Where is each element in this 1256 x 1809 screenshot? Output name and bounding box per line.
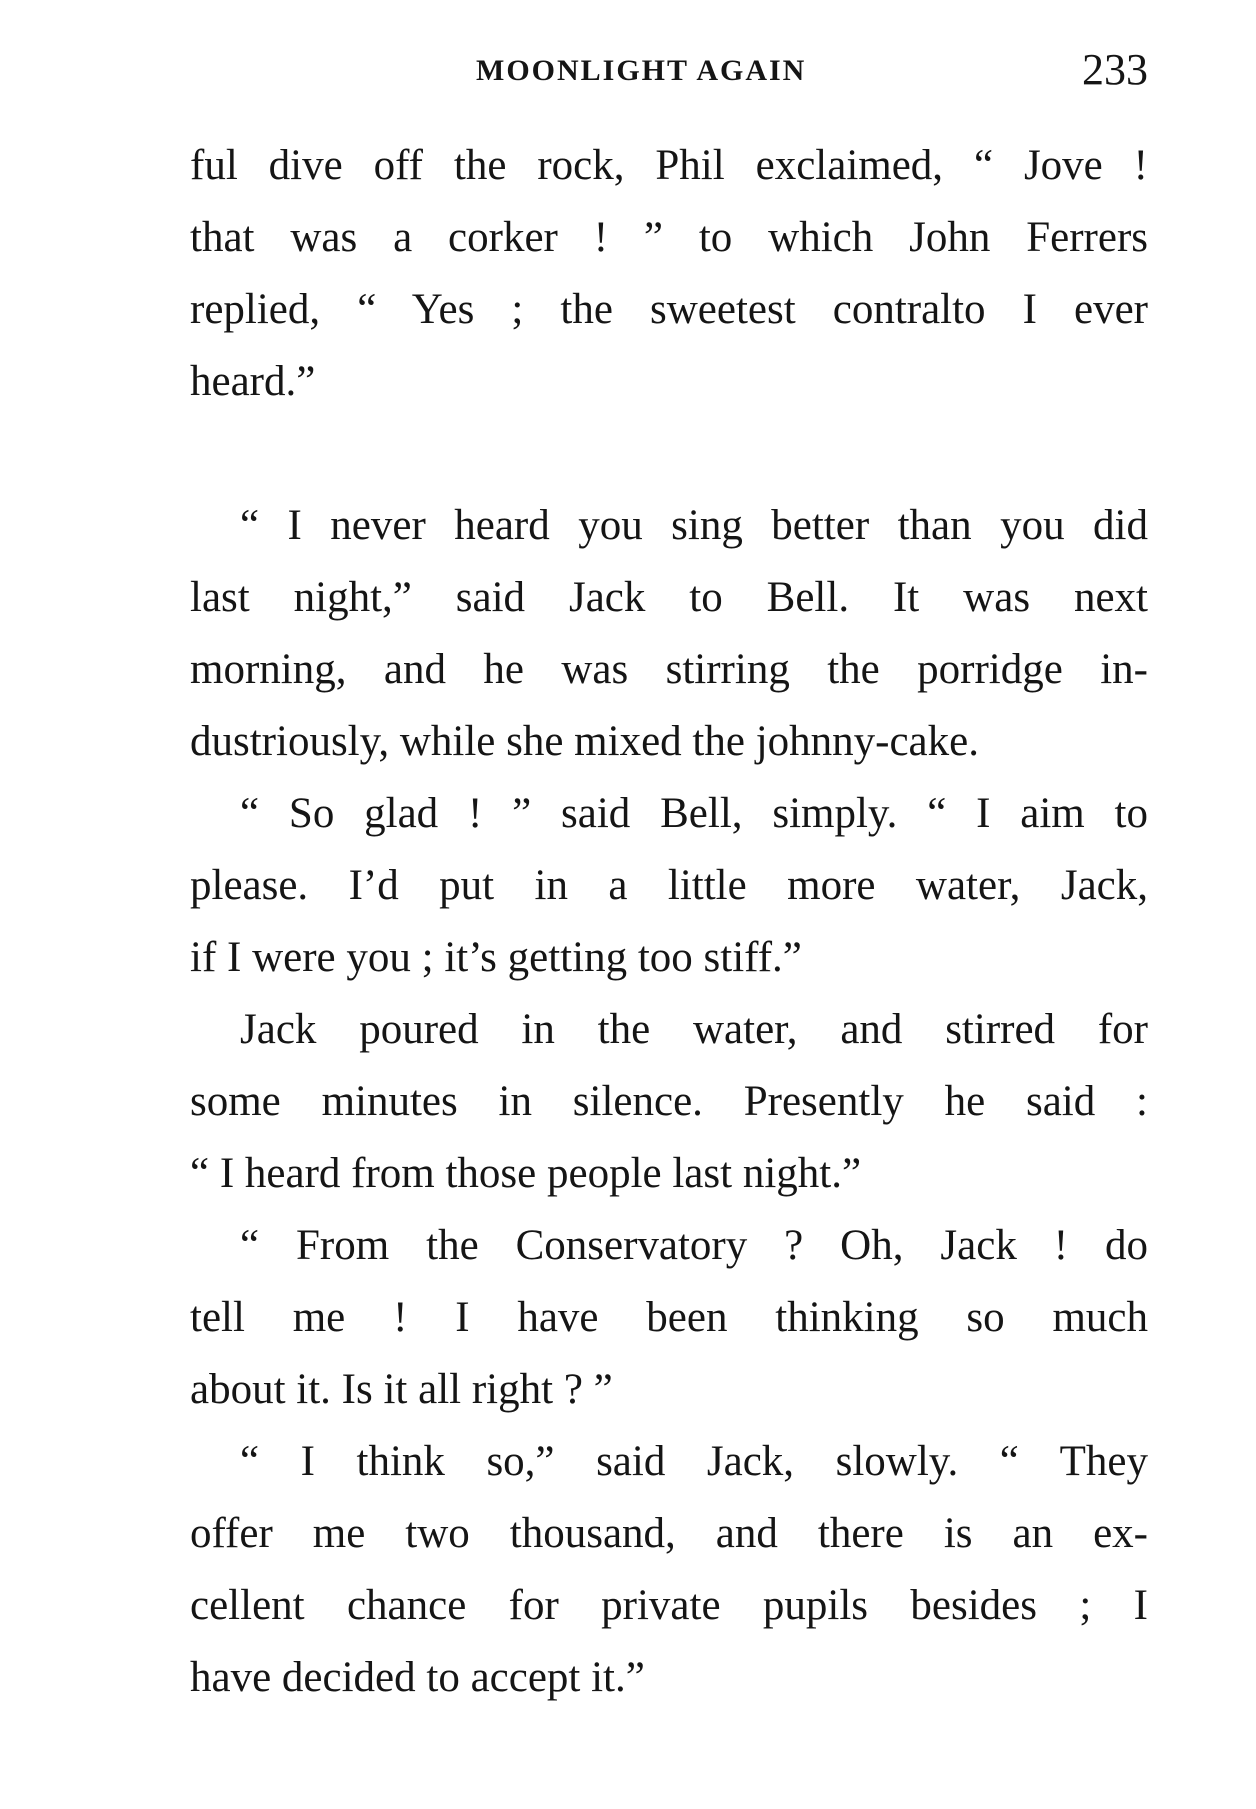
paragraph [190, 1210, 1148, 1426]
page-number: 233 [1082, 45, 1148, 94]
text-line: Jack poured in the water, and stirred for [240, 1006, 1148, 1053]
text-line: “ I heard from those people last night.” [190, 1150, 862, 1197]
text-line: please. I’d put in a little more water, Jack, [190, 862, 1148, 909]
text-line: replied, “ Yes ; the sweetest contralto I ever [190, 286, 1148, 333]
text-line: that was a corker ! ” to which John Ferrers [190, 214, 1148, 261]
section-break [190, 418, 1148, 490]
text-line: dustriously, while she mixed the johnny-cake. [190, 718, 979, 765]
text-line: morning, and he was stirring the porridge in- [190, 646, 1148, 693]
body-text [190, 130, 1148, 1714]
running-header [190, 44, 1148, 94]
running-title: MOONLIGHT AGAIN [476, 54, 807, 87]
text-line: heard.” [190, 358, 316, 405]
text-line: if I were you ; it’s getting too stiff.” [190, 934, 802, 981]
paragraph [190, 778, 1148, 994]
text-line: cellent chance for private pupils besides ; I [190, 1582, 1148, 1629]
text-line: ful dive off the rock, Phil exclaimed, “ Jove ! [190, 142, 1148, 189]
text-line: some minutes in silence. Presently he said : [190, 1078, 1148, 1125]
text-line: “ I think so,” said Jack, slowly. “ They [240, 1438, 1148, 1485]
paragraph [190, 490, 1148, 778]
text-line: offer me two thousand, and there is an ex- [190, 1510, 1148, 1557]
text-line: about it. Is it all right ? ” [190, 1366, 613, 1413]
paragraph [190, 994, 1148, 1210]
text-line: have decided to accept it.” [190, 1654, 645, 1701]
text-line: tell me ! I have been thinking so much [190, 1294, 1148, 1341]
text-line: “ From the Conservatory ? Oh, Jack ! do [240, 1222, 1148, 1269]
text-line: “ I never heard you sing better than you did [240, 502, 1148, 549]
paragraph [190, 1426, 1148, 1714]
text-line: “ So glad ! ” said Bell, simply. “ I aim to [240, 790, 1148, 837]
paragraph [190, 130, 1148, 418]
text-line: last night,” said Jack to Bell. It was next [190, 574, 1148, 621]
